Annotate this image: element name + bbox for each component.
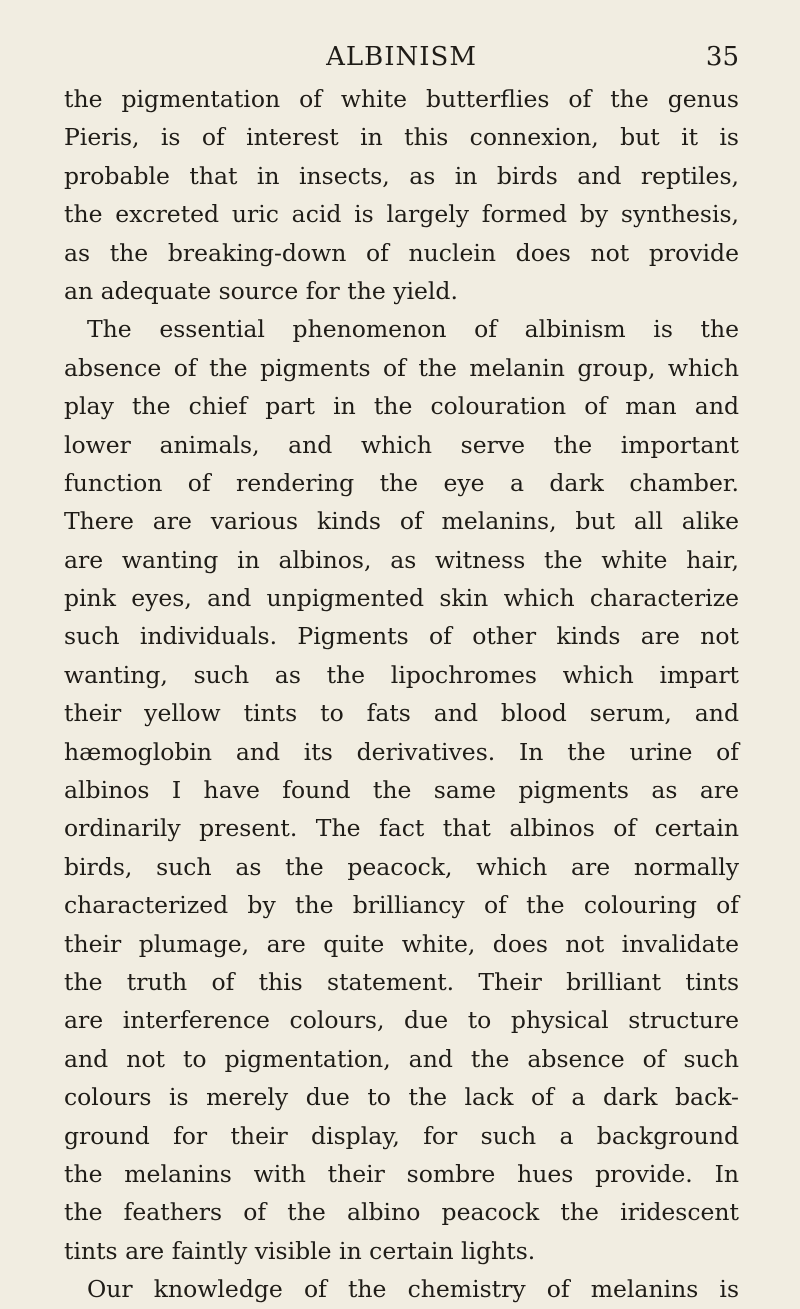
text-line: the pigmentation of white butterflies of the genus bbox=[64, 85, 739, 113]
text-line: their plumage, are quite white, does not invalidate bbox=[64, 929, 739, 958]
text-line: play the chief part in the colouration of man and bbox=[64, 392, 739, 421]
page-number: 35 bbox=[705, 42, 739, 72]
text-line: function of rendering the eye a dark chamber. bbox=[64, 468, 739, 497]
text-line: ordinarily present. The fact that albinos of certain bbox=[64, 814, 739, 843]
text-line: such individuals. Pigments of other kinds are not bbox=[64, 622, 739, 651]
text-line: are wanting in albinos, as witness the white hair, bbox=[64, 545, 739, 574]
text-line: lower animals, and which serve the important bbox=[64, 430, 739, 459]
text-line: the excreted uric acid is largely formed by synthesis, bbox=[64, 200, 739, 229]
text-line: The essential phenomenon of albinism is the bbox=[87, 315, 739, 344]
text-line: Our knowledge of the chemistry of melanins is bbox=[87, 1275, 739, 1304]
text-line: characterized by the brilliancy of the colouring of bbox=[64, 891, 739, 920]
text-line: wanting, such as the lipochromes which impart bbox=[64, 660, 739, 689]
running-title: ALBINISM bbox=[326, 42, 477, 72]
text-line: are interference colours, due to physical structure bbox=[64, 1006, 739, 1035]
text-line: hæmoglobin and its derivatives. In the urine of bbox=[64, 737, 739, 766]
text-line: colours is merely due to the lack of a dark back- bbox=[64, 1083, 739, 1112]
text-line: an adequate source for the yield. bbox=[64, 276, 458, 305]
text-line: birds, such as the peacock, which are normally bbox=[64, 852, 739, 881]
text-line: absence of the pigments of the melanin group, which bbox=[64, 353, 739, 382]
text-line: as the breaking-down of nuclein does not provide bbox=[64, 238, 739, 267]
body-text bbox=[64, 80, 739, 1309]
running-head bbox=[64, 37, 739, 77]
text-line: probable that in insects, as in birds and reptiles, bbox=[64, 161, 739, 190]
text-line: the melanins with their sombre hues provide. In bbox=[64, 1159, 739, 1188]
text-line: tints are faintly visible in certain lights. bbox=[64, 1236, 536, 1265]
text-line: their yellow tints to fats and blood serum, and bbox=[64, 699, 739, 728]
text-line: and not to pigmentation, and the absence of such bbox=[64, 1044, 739, 1073]
text-line: Pieris, is of interest in this connexion, but it is bbox=[64, 123, 739, 152]
text-line: the feathers of the albino peacock the iridescent bbox=[64, 1198, 739, 1227]
text-line: pink eyes, and unpigmented skin which characterize bbox=[64, 584, 739, 613]
text-line: ground for their display, for such a background bbox=[64, 1121, 739, 1150]
text-line: albinos I have found the same pigments as are bbox=[64, 776, 739, 805]
text-line: the truth of this statement. Their brilliant tints bbox=[64, 967, 739, 996]
text-line: There are various kinds of melanins, but all alike bbox=[64, 507, 739, 536]
